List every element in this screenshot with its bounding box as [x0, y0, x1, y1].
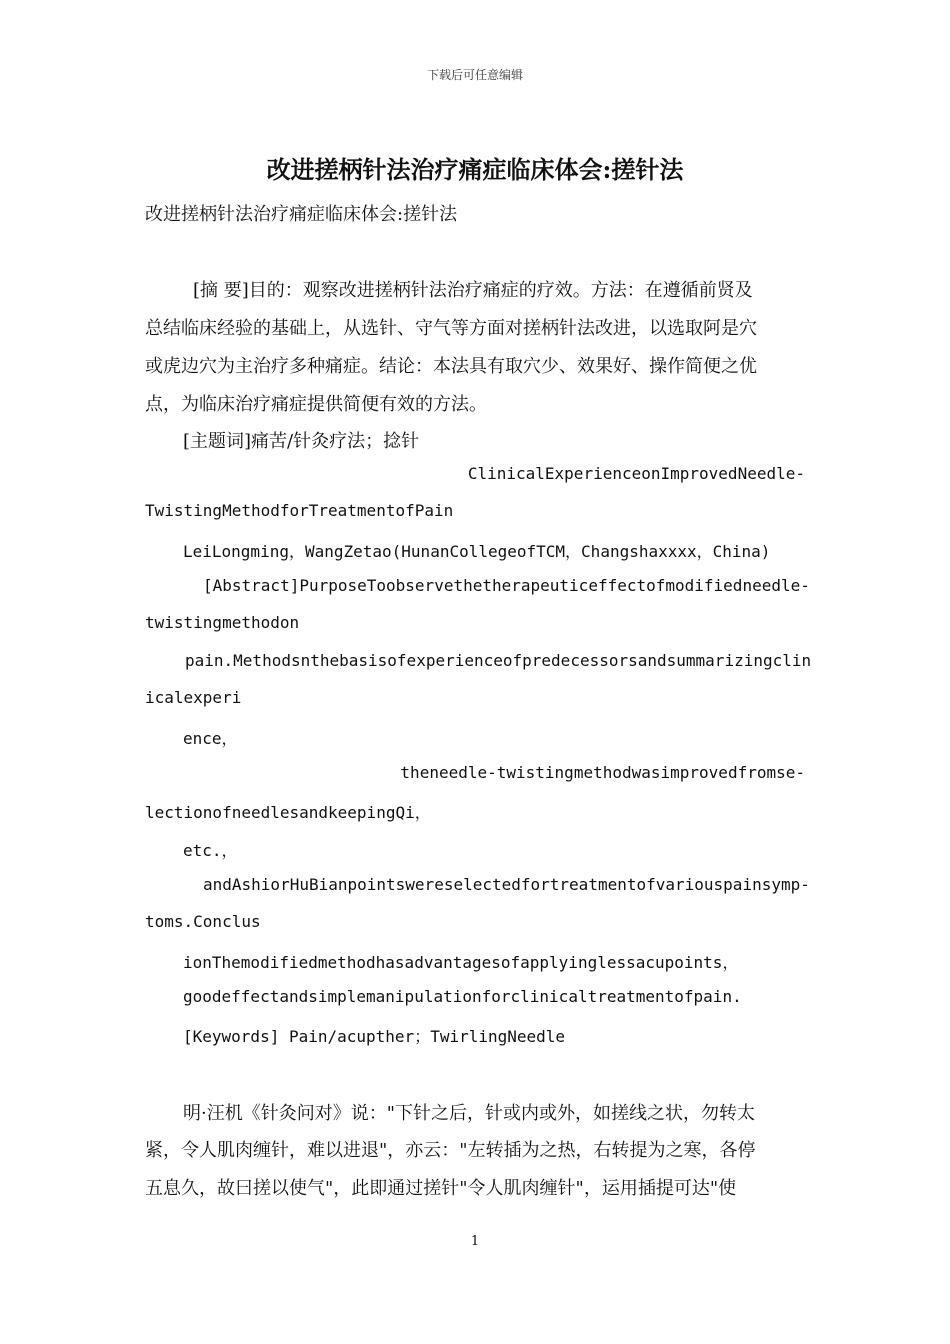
en-abstract-line: [Abstract]PurposeToobservethetherapeuticeffectofmodifiedneedle-: [203, 576, 810, 595]
body-cn-line: 五息久，故曰搓以使气"，此即通过搓针"令人肌肉缠针"，运用插提可达"使: [145, 1178, 737, 1199]
en-title-line: TwistingMethodforTreatmentofPain: [145, 501, 454, 520]
abstract-cn-line: [摘 要]目的：观察改进搓柄针法治疗痛症的疗效。方法：在遵循前贤及: [193, 280, 753, 301]
abstract-cn-line: 总结临床经验的基础上，从选针、守气等方面对搓柄针法改进，以选取阿是穴: [145, 318, 757, 339]
en-abstract-line: etc.，: [183, 841, 238, 860]
en-abstract-line: lectionofneedlesandkeepingQi，: [145, 803, 431, 822]
en-abstract-line: theneedle-twistingmethodwasimprovedfromse-: [400, 763, 805, 782]
en-authors: LeiLongming，WangZetao(HunanCollegeofTCM，Changshaxxxx，China): [183, 542, 771, 561]
en-abstract-line: andAshiorHuBianpointswereselectedfortreatmentofvariouspainsymp-: [203, 875, 810, 894]
en-abstract-line: pain.Methodsnthebasisofexperienceofpredecessorsandsummarizingclin: [185, 651, 812, 670]
en-abstract-line: toms.Conclus: [145, 912, 261, 931]
body-cn-line: 紧，令人肌肉缠针，难以进退"，亦云："左转插为之热，右转提为之寒，各停: [145, 1140, 756, 1161]
page-title: 改进搓柄针法治疗痛症临床体会:搓针法: [266, 155, 684, 184]
abstract-cn-line: 点，为临床治疗痛症提供简便有效的方法。: [145, 394, 487, 415]
subtitle: 改进搓柄针法治疗痛症临床体会:搓针法: [145, 204, 458, 225]
page-number: 1: [470, 1234, 480, 1249]
en-abstract-line: ionThemodifiedmethodhasadvantagesofapplyinglessacupoints，: [183, 953, 739, 972]
en-title-line: ClinicalExperienceonImprovedNeedle-: [467, 464, 805, 483]
en-keywords: [Keywords] Pain/acupther；TwirlingNeedle: [183, 1027, 566, 1046]
header-note: 下载后可任意编辑: [426, 68, 523, 82]
abstract-cn-line: 或虎边穴为主治疗多种痛症。结论：本法具有取穴少、效果好、操作简便之优: [145, 356, 757, 377]
body-cn-line: 明·汪机《针灸问对》说："下针之后，针或内或外，如搓线之状，勿转太: [183, 1103, 755, 1124]
en-abstract-line: ence，: [183, 729, 238, 748]
en-abstract-line: twistingmethodon: [145, 613, 300, 632]
en-abstract-line: goodeffectandsimplemanipulationforclinicaltreatmentofpain.: [183, 987, 742, 1006]
en-abstract-line: icalexperi: [145, 688, 242, 707]
keywords-cn: [主题词]痛苦/针灸疗法；捻针: [183, 431, 420, 452]
